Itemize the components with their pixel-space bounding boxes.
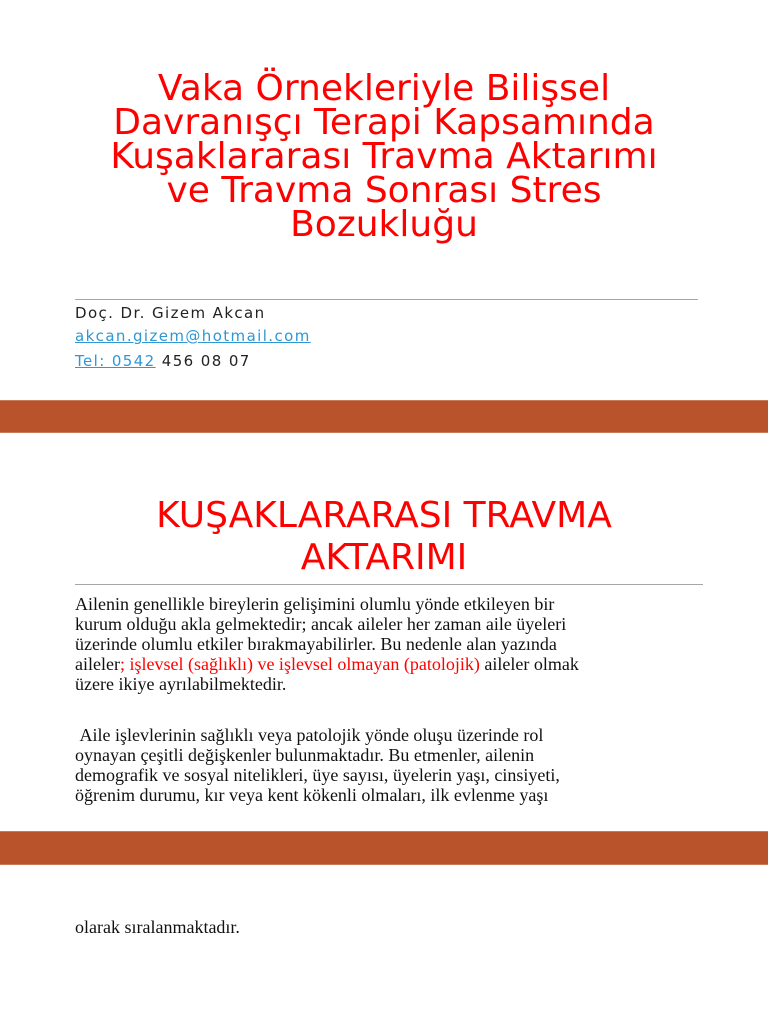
text-line: üzere ikiye ayrılabilmektedir. <box>75 674 287 694</box>
paragraph-2 <box>75 725 703 805</box>
paragraph-1 <box>75 594 703 694</box>
slide-separator-band <box>0 400 768 433</box>
divider <box>75 584 703 585</box>
title-line: Davranışçı Terapi Kapsamında <box>113 102 655 143</box>
text-line: demografik ve sosyal nitelikleri, üye sayısı, üyelerin yaşı, cinsiyeti, <box>75 765 560 785</box>
divider <box>75 299 698 300</box>
slide-separator-band <box>0 831 768 865</box>
text-line: Aile işlevlerinin sağlıklı veya patolojik yönde oluşu üzerinde rol <box>75 725 544 745</box>
text-line: üzerinde olumlu etkiler bırakmayabilirler. Bu nedenle alan yazında <box>75 634 557 654</box>
title-line: Vaka Örnekleriyle Bilişsel <box>157 68 611 109</box>
author-name: Doç. Dr. Gizem Akcan <box>75 304 266 322</box>
title-line: Bozukluğu <box>290 204 478 245</box>
text-line: oynayan çeşitli değişkenler bulunmaktadır. Bu etmenler, ailenin <box>75 745 535 765</box>
email-link[interactable]: akcan.gizem@hotmail.com <box>75 327 311 345</box>
text-line: öğrenim durumu, kır veya kent kökenli olmaları, ilk evlenme yaşı <box>75 785 549 805</box>
title-line: AKTARIMI <box>300 537 468 578</box>
phone-number: 456 08 07 <box>155 352 251 370</box>
title-line: Kuşaklararası Travma Aktarımı <box>110 136 658 177</box>
slide-1 <box>0 0 768 400</box>
text-line: kurum olduğu akla gelmektedir; ancak aileler her zaman aile üyeleri <box>75 614 567 634</box>
title-line: KUŞAKLARARASI TRAVMA <box>156 495 612 536</box>
email-line <box>75 324 311 348</box>
slide-2-title <box>40 495 728 579</box>
phone-link[interactable]: Tel: 0542 <box>75 352 156 370</box>
continuation-text: olarak sıralanmaktadır. <box>75 917 240 937</box>
highlighted-text: ; işlevsel (sağlıklı) ve işlevsel olmayan (patolojik) <box>119 654 480 674</box>
text-line-4 <box>75 654 579 674</box>
title-line: ve Travma Sonrası Stres <box>166 170 602 211</box>
phone-line <box>75 349 251 373</box>
slide-1-title <box>40 68 728 245</box>
slide-2 <box>0 433 768 831</box>
slide-3 <box>0 865 768 1024</box>
text-run: aileler olmak <box>479 654 579 674</box>
text-line: Ailenin genellikle bireylerin gelişimini olumlu yönde etkileyen bir <box>75 594 555 614</box>
text-run: aileler <box>75 654 120 674</box>
